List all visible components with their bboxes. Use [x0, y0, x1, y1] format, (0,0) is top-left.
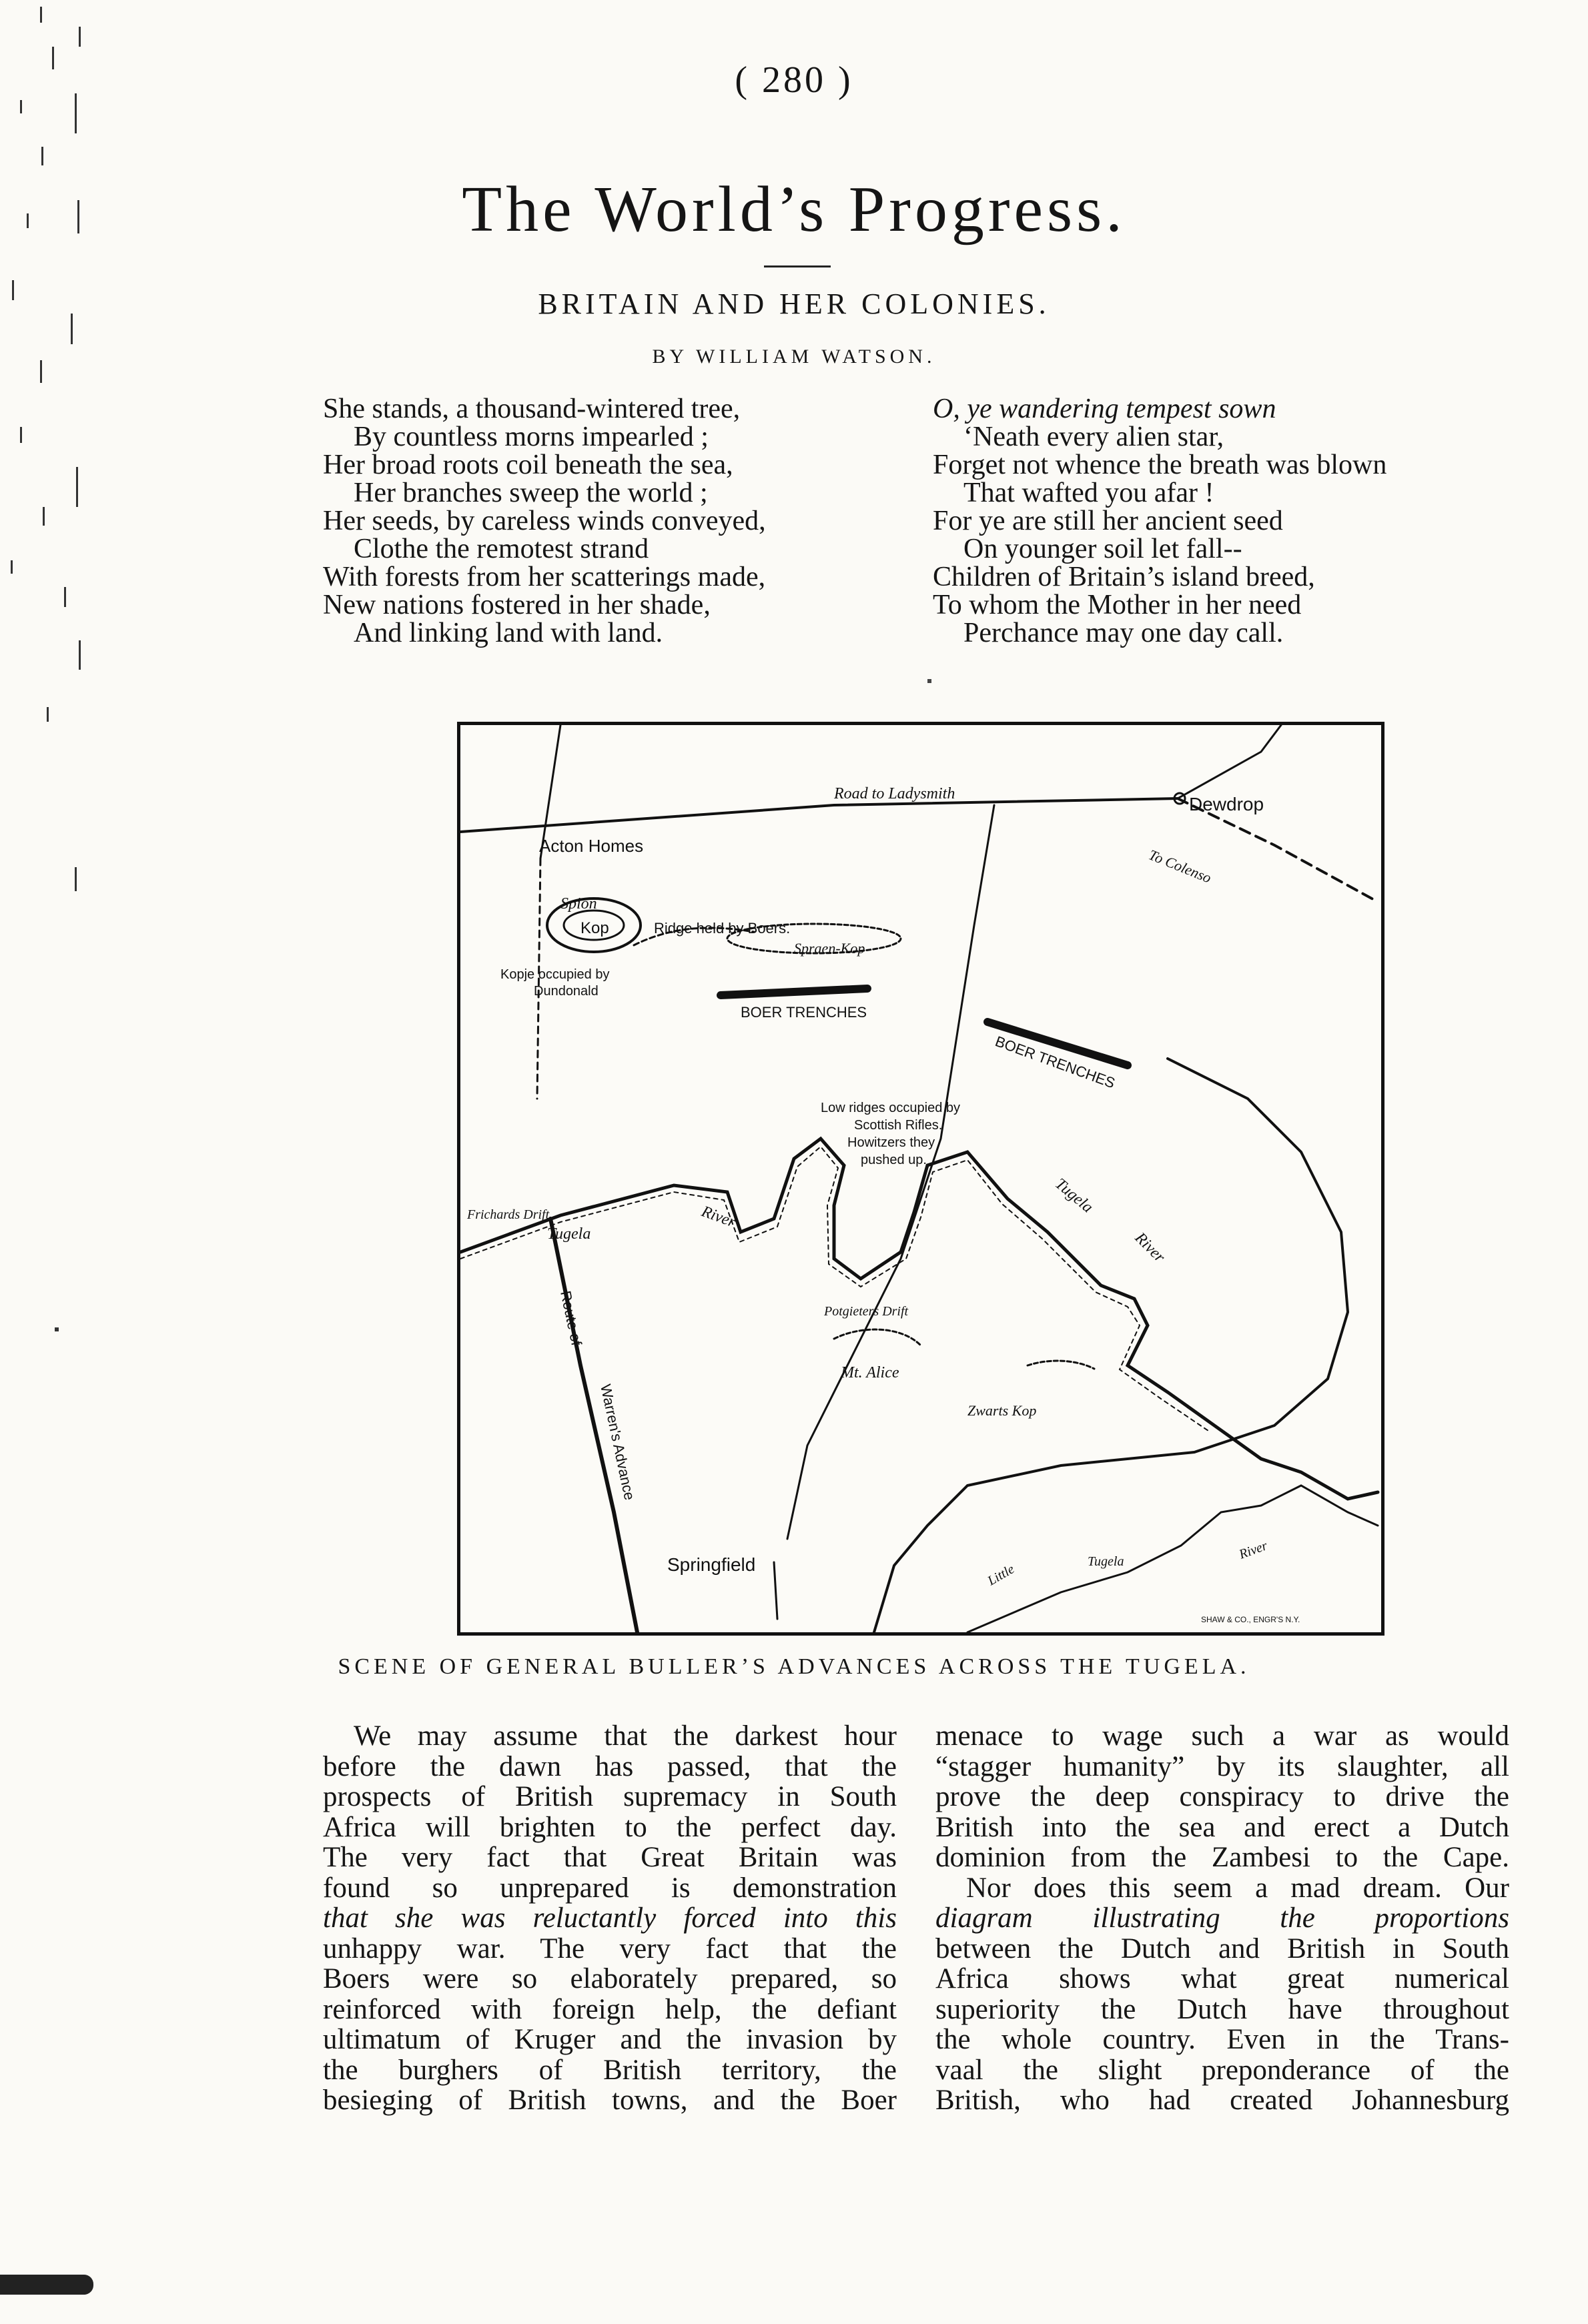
label-river-left: River [699, 1203, 738, 1231]
body-line: reinforced with foreign help, the defiant [323, 1993, 897, 2025]
poem-line: O, ye wandering tempest sown [933, 394, 1276, 424]
label-spion: Spion [560, 895, 597, 913]
body-line: prove the deep conspiracy to drive the [935, 1781, 1509, 1812]
body-line: prospects of British supremacy in South [323, 1781, 897, 1812]
mt-alice-hill [834, 1329, 921, 1345]
label-route-2: Warren's Advance [597, 1382, 639, 1502]
label-kopje-2: Dundonald [534, 984, 599, 999]
poem-line: Children of Britain’s island breed, [933, 562, 1315, 592]
body-line: before the dawn has passed, that the [323, 1750, 897, 1782]
body-column-left [323, 1721, 897, 2116]
zwarts-kop-hill [1028, 1361, 1094, 1369]
poem-line: Perchance may one day call. [963, 618, 1284, 648]
label-boer-trenches-2: BOER TRENCHES [993, 1033, 1118, 1092]
poem-line: Her seeds, by careless winds conveyed, [323, 506, 766, 536]
body-line: We may assume that the darkest hour [354, 1720, 897, 1752]
little-tugela-river [967, 1486, 1378, 1632]
road-springfield [774, 1562, 777, 1619]
body-line: superiority the Dutch have throughout [935, 1993, 1509, 2025]
label-low-ridges-4: pushed up. [861, 1153, 927, 1167]
label-springfield: Springfield [667, 1554, 756, 1575]
label-zwarts-kop: Zwarts Kop [967, 1402, 1037, 1419]
poem-line: Clothe the remotest strand [354, 534, 649, 564]
label-colenso: To Colenso [1146, 846, 1214, 887]
poem-line: With forests from her scatterings made, [323, 562, 766, 592]
poem-line: Her broad roots coil beneath the sea, [323, 450, 733, 480]
poem-line: That wafted you afar ! [963, 478, 1214, 508]
label-potgieters-drift: Potgieters Drift [824, 1304, 909, 1319]
label-mt-alice: Mt. Alice [841, 1364, 899, 1381]
body-line: The very fact that Great Britain was [323, 1842, 897, 1873]
poem-stanza-right [933, 395, 1520, 647]
body-line: Africa will brighten to the perfect day. [323, 1811, 897, 1843]
label-river-bottom: River [1237, 1538, 1270, 1562]
label-ridge-boers: Ridge held by Boers. [654, 920, 791, 937]
section-title: The World’s Progress. [462, 173, 1126, 245]
poem-line: On younger soil let fall-- [963, 534, 1242, 564]
body-line: the whole country. Even in the Trans- [935, 2024, 1509, 2055]
poem-line: By countless morns impearled ; [354, 422, 709, 452]
label-acton-homes: Acton Homes [539, 836, 644, 856]
body-line: British into the sea and erect a Dutch [935, 1811, 1509, 1843]
body-line: ultimatum of Kruger and the invasion by [323, 2024, 897, 2055]
body-line: besieging of British towns, and the Boer [323, 2085, 897, 2116]
poem-line: She stands, a thousand-wintered tree, [323, 394, 741, 424]
article-subtitle: BRITAIN AND HER COLONIES. [538, 287, 1050, 320]
body-line: menace to wage such a war as would [935, 1720, 1509, 1752]
map-caption: SCENE OF GENERAL BULLER’S ADVANCES ACROSS THE TUGELA. [338, 1654, 1250, 1679]
poem-line: And linking land with land. [354, 618, 663, 648]
body-line: unhappy war. The very fact that the [323, 1932, 897, 1964]
body-line: between the Dutch and British in South [935, 1932, 1509, 1964]
label-kopje-1: Kopje occupied by [500, 967, 610, 982]
body-line: dominion from the Zambesi to the Cape. [935, 1842, 1509, 1873]
label-kop: Kop [580, 919, 609, 937]
body-line: vaal the slight preponderance of the [935, 2054, 1509, 2086]
separator-mark [927, 679, 931, 683]
page-number: ( 280 ) [735, 59, 853, 101]
label-river-right: River [1131, 1229, 1168, 1267]
poem-line: To whom the Mother in her need [933, 590, 1302, 620]
poem-line: For ye are still her ancient seed [933, 506, 1283, 536]
battle-map [457, 722, 1384, 1636]
body-line: Nor does this seem a mad dream. Our [966, 1872, 1509, 1904]
body-line: Africa shows what great numerical [935, 1963, 1509, 1994]
poem-line: New nations fostered in her shade, [323, 590, 711, 620]
label-dewdrop: Dewdrop [1189, 794, 1264, 814]
poem-line: ‘Neath every alien star, [963, 422, 1224, 452]
byline: BY WILLIAM WATSON. [652, 346, 936, 368]
body-line: British, who had created Johannesburg [935, 2085, 1509, 2116]
body-line: found so unprepared is demonstration [323, 1872, 897, 1904]
road-to-ladysmith [460, 798, 1178, 832]
river-loop-east [874, 1059, 1348, 1632]
label-tugela-left: Tugela [547, 1225, 591, 1243]
label-tugela-right: Tugela [1052, 1175, 1096, 1217]
body-line: Boers were so elaborately prepared, so [323, 1963, 897, 1994]
poem-stanza-left [323, 395, 910, 647]
road-central [787, 805, 994, 1539]
label-trichards-drift: Frichards Drift [467, 1207, 550, 1222]
poem-line: Forget not whence the breath was blown [933, 450, 1387, 480]
label-low-ridges-2: Scottish Rifles. [854, 1118, 943, 1133]
body-line: the burghers of British territory, the [323, 2054, 897, 2086]
label-tugela-bottom: Tugela [1088, 1554, 1124, 1569]
body-line: “stagger humanity” by its slaughter, all [935, 1750, 1509, 1782]
label-low-ridges-1: Low ridges occupied by [821, 1101, 961, 1115]
label-road-ladysmith: Road to Ladysmith [834, 785, 955, 802]
label-low-ridges-3: Howitzers they [847, 1135, 935, 1150]
label-route-1: Route of [557, 1289, 585, 1347]
road-north-dewdrop [1178, 725, 1281, 798]
body-line: diagram illustrating the proportions [935, 1902, 1509, 1934]
map-drawing [460, 725, 1381, 1632]
label-little: Little [985, 1562, 1018, 1589]
poem-line: Her branches sweep the world ; [354, 478, 708, 508]
label-boer-trenches-1: BOER TRENCHES [741, 1004, 867, 1021]
label-spraen-kop: Spraen-Kop [794, 940, 865, 957]
boer-trenches-west [721, 989, 867, 995]
body-column-right [935, 1721, 1509, 2116]
label-engraver: SHAW & CO., ENGR'S N.Y. [1201, 1615, 1300, 1624]
body-line: that she was reluctantly forced into this [323, 1902, 897, 1934]
title-divider [764, 265, 831, 267]
warrens-route [550, 1219, 637, 1632]
